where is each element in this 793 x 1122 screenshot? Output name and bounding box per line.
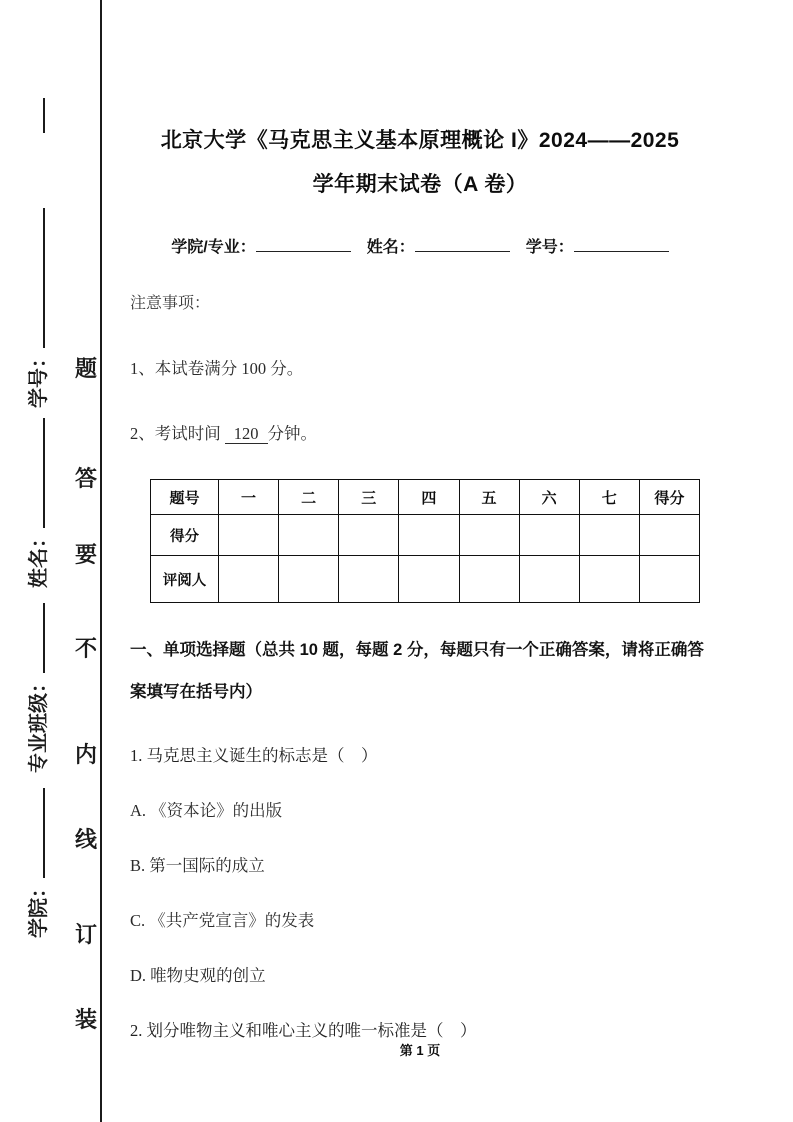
score-cell-empty xyxy=(519,515,579,556)
college-major-field xyxy=(171,234,350,257)
binding-field-name-label: 姓名： xyxy=(28,528,50,588)
reviewer-cell-empty xyxy=(579,556,639,603)
question-1-option-b: B. 第一国际的成立 xyxy=(130,856,265,875)
score-cell-empty xyxy=(459,515,519,556)
question-2: 2. 划分唯物主义和唯心主义的唯一标准是（ ） xyxy=(130,1021,477,1040)
score-cell-empty xyxy=(579,515,639,556)
score-table xyxy=(150,479,700,603)
question-1: 1. 马克思主义诞生的标志是（ ） xyxy=(130,746,378,765)
student-id-blank xyxy=(574,237,669,252)
reviewer-cell-empty xyxy=(279,556,339,603)
reviewer-row-label: 评阅人 xyxy=(151,556,219,603)
note-item-1: 1、本试卷满分 100 分。 xyxy=(130,359,304,378)
question-1-option-a: A. 《资本论》的出版 xyxy=(130,801,283,820)
score-cell-empty xyxy=(219,515,279,556)
exam-body xyxy=(130,0,710,1043)
name-label: 姓名： xyxy=(366,239,415,256)
note-item-2 xyxy=(130,423,710,445)
student-id-label: 学号： xyxy=(525,239,574,256)
exam-title-line2: 学年期末试卷（A 卷） xyxy=(312,173,528,196)
binding-field-college-blank xyxy=(26,788,45,878)
score-cell-empty xyxy=(399,515,459,556)
college-major-blank xyxy=(256,237,351,252)
score-table-header-cell: 得分 xyxy=(639,480,699,515)
binding-char: 装 xyxy=(74,1007,97,1032)
college-major-label: 学院/专业： xyxy=(171,239,256,256)
reviewer-cell-empty xyxy=(459,556,519,603)
binding-char: 答 xyxy=(74,466,97,491)
binding-field-class-blank xyxy=(26,603,45,673)
student-info-row xyxy=(130,234,710,257)
reviewer-cell-empty xyxy=(639,556,699,603)
score-table-header-cell: 三 xyxy=(339,480,399,515)
binding-field-class-label: 专业班级： xyxy=(28,673,50,773)
score-cell-empty xyxy=(339,515,399,556)
binding-char: 不 xyxy=(74,636,97,661)
binding-char: 内 xyxy=(74,742,97,767)
binding-char: 线 xyxy=(74,827,97,852)
reviewer-cell-empty xyxy=(339,556,399,603)
section1-heading: 一、单项选择题（总共 10 题，每题 2 分，每题只有一个正确答案，请将正确答案填写在括号内） xyxy=(130,641,704,701)
reviewer-cell-empty xyxy=(219,556,279,603)
notes-heading: 注意事项： xyxy=(130,295,211,312)
score-row-label: 得分 xyxy=(151,515,219,556)
reviewer-cell-empty xyxy=(519,556,579,603)
question-1-option-d: D. 唯物史观的创立 xyxy=(130,966,266,985)
student-id-field xyxy=(526,234,669,257)
binding-margin-end-mark xyxy=(26,98,45,133)
score-table-header-cell: 题号 xyxy=(151,480,219,515)
score-table-header-cell: 七 xyxy=(579,480,639,515)
binding-field-college-label: 学院： xyxy=(28,878,50,938)
binding-field-student-id-label: 学号： xyxy=(28,348,50,408)
reviewer-row xyxy=(151,556,700,603)
name-blank xyxy=(415,237,510,252)
score-table-header-cell: 六 xyxy=(519,480,579,515)
note-item-2-text: 2、考试时间 xyxy=(130,424,221,443)
binding-char: 订 xyxy=(74,922,97,947)
score-row xyxy=(151,515,700,556)
score-table-header-cell: 二 xyxy=(279,480,339,515)
question-1-option-c: C. 《共产党宣言》的发表 xyxy=(130,911,315,930)
binding-char: 要 xyxy=(74,542,97,567)
score-cell-empty xyxy=(279,515,339,556)
score-table-header-cell: 五 xyxy=(459,480,519,515)
binding-field-name-blank xyxy=(26,418,45,528)
score-table-header-row xyxy=(151,480,700,515)
binding-char: 题 xyxy=(74,356,97,381)
exam-duration-value: 120 xyxy=(225,424,268,444)
note-item-2-suffix: 分钟。 xyxy=(267,424,317,443)
name-field xyxy=(367,234,510,257)
score-table-header-cell: 四 xyxy=(399,480,459,515)
score-cell-empty xyxy=(639,515,699,556)
reviewer-cell-empty xyxy=(399,556,459,603)
binding-field-student-id-blank xyxy=(26,208,45,348)
score-table-header-cell: 一 xyxy=(219,480,279,515)
page-number: 第 1 页 xyxy=(399,1043,441,1058)
exam-title-line1: 北京大学《马克思主义基本原理概论 I》2024——2025 xyxy=(160,129,680,152)
binding-margin-fields xyxy=(22,98,51,938)
